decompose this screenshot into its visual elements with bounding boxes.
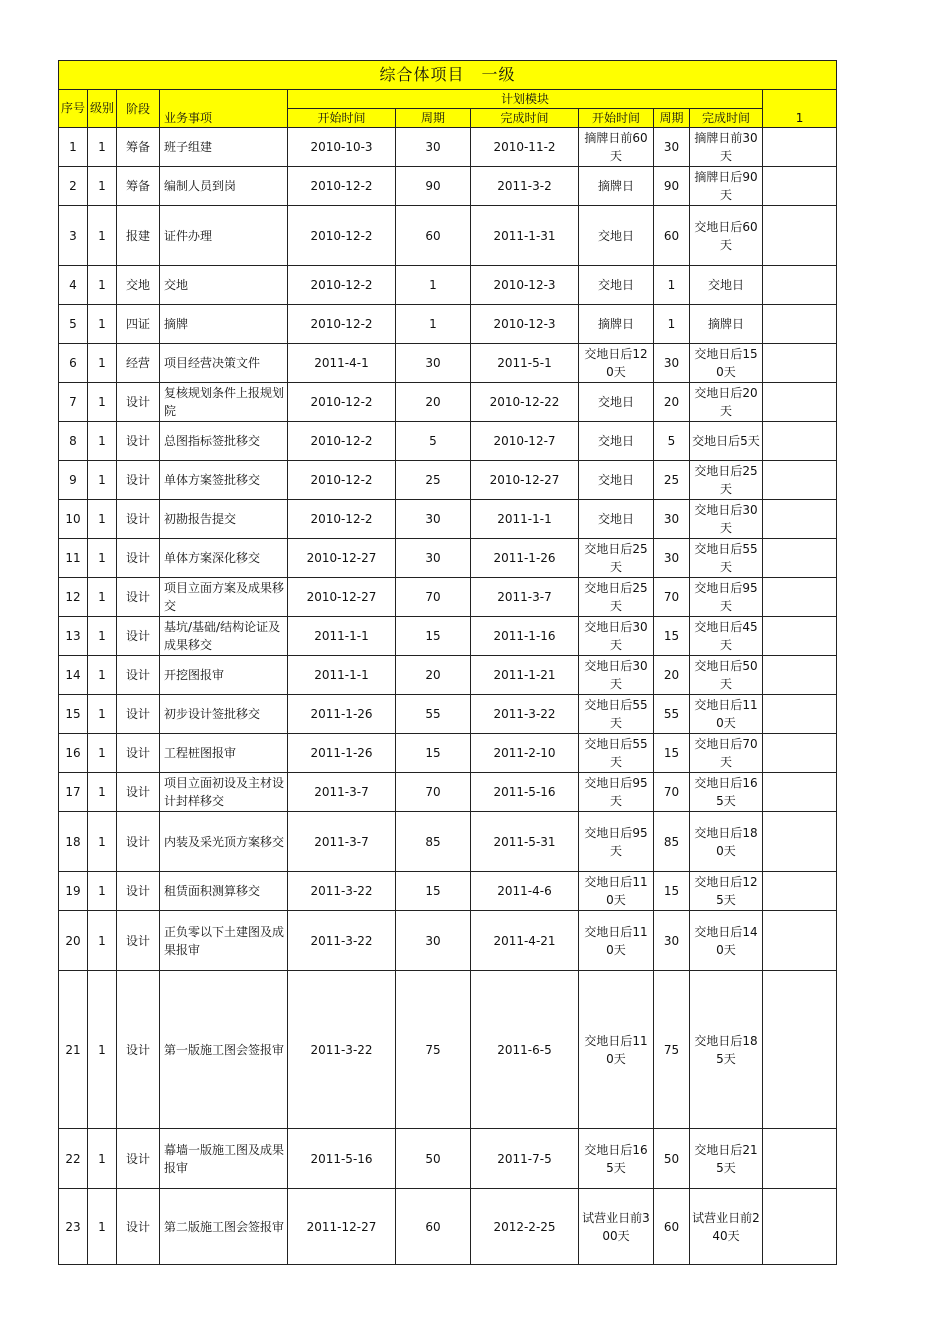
level-cell: 1 <box>88 266 117 305</box>
stage-cell: 筹备 <box>117 167 160 206</box>
finish-date-cell: 2012-2-25 <box>471 1189 579 1265</box>
header-seq: 序号 <box>59 90 88 128</box>
level-cell: 1 <box>88 539 117 578</box>
item-cell: 项目立面方案及成果移交 <box>160 578 288 617</box>
stage-cell: 设计 <box>117 812 160 872</box>
table-row <box>59 812 837 872</box>
finish-date-cell: 2011-3-22 <box>471 695 579 734</box>
period-cell: 30 <box>396 500 471 539</box>
stage-cell: 设计 <box>117 695 160 734</box>
stage-cell: 经营 <box>117 344 160 383</box>
relative-finish-cell: 交地日后185天 <box>690 971 763 1129</box>
seq-cell: 20 <box>59 911 88 971</box>
level-cell: 1 <box>88 812 117 872</box>
extra-cell <box>763 1189 837 1265</box>
relative-finish-cell: 交地日后95天 <box>690 578 763 617</box>
header-level: 级别 <box>88 90 117 128</box>
relative-period-cell: 1 <box>654 305 690 344</box>
stage-cell: 四证 <box>117 305 160 344</box>
relative-period-cell: 70 <box>654 773 690 812</box>
relative-finish-cell: 交地日后140天 <box>690 911 763 971</box>
relative-start-cell: 交地日后95天 <box>579 812 654 872</box>
table-row <box>59 500 837 539</box>
relative-start-cell: 交地日后25天 <box>579 539 654 578</box>
stage-cell: 设计 <box>117 656 160 695</box>
stage-cell: 设计 <box>117 911 160 971</box>
seq-cell: 13 <box>59 617 88 656</box>
table-row <box>59 422 837 461</box>
relative-start-cell: 试营业日前300天 <box>579 1189 654 1265</box>
item-cell: 租赁面积测算移交 <box>160 872 288 911</box>
level-cell: 1 <box>88 167 117 206</box>
finish-date-cell: 2010-12-3 <box>471 305 579 344</box>
seq-cell: 19 <box>59 872 88 911</box>
period-cell: 55 <box>396 695 471 734</box>
finish-date-cell: 2011-3-2 <box>471 167 579 206</box>
relative-period-cell: 50 <box>654 1129 690 1189</box>
level-cell: 1 <box>88 773 117 812</box>
relative-start-cell: 摘牌日 <box>579 167 654 206</box>
level-cell: 1 <box>88 971 117 1129</box>
relative-period-cell: 15 <box>654 617 690 656</box>
relative-start-cell: 交地日后110天 <box>579 872 654 911</box>
header-period: 周期 <box>396 109 471 128</box>
relative-finish-cell: 试营业日前240天 <box>690 1189 763 1265</box>
sheet-title-text: 综合体项目 一级 <box>379 65 516 84</box>
start-date-cell: 2011-1-1 <box>288 656 396 695</box>
table-row <box>59 1129 837 1189</box>
relative-finish-cell: 交地日后150天 <box>690 344 763 383</box>
start-date-cell: 2010-12-2 <box>288 167 396 206</box>
finish-date-cell: 2011-1-26 <box>471 539 579 578</box>
level-cell: 1 <box>88 206 117 266</box>
sheet-title <box>59 61 837 90</box>
start-date-cell: 2011-5-16 <box>288 1129 396 1189</box>
level-cell: 1 <box>88 1129 117 1189</box>
period-cell: 25 <box>396 461 471 500</box>
seq-cell: 5 <box>59 305 88 344</box>
finish-date-cell: 2011-5-31 <box>471 812 579 872</box>
period-cell: 60 <box>396 1189 471 1265</box>
finish-date-cell: 2011-4-6 <box>471 872 579 911</box>
relative-period-cell: 30 <box>654 128 690 167</box>
level-cell: 1 <box>88 305 117 344</box>
finish-date-cell: 2010-12-7 <box>471 422 579 461</box>
relative-period-cell: 15 <box>654 872 690 911</box>
relative-period-cell: 75 <box>654 971 690 1129</box>
period-cell: 70 <box>396 773 471 812</box>
extra-cell <box>763 344 837 383</box>
stage-cell: 设计 <box>117 500 160 539</box>
seq-cell: 17 <box>59 773 88 812</box>
relative-start-cell: 交地日 <box>579 500 654 539</box>
relative-start-cell: 交地日后95天 <box>579 773 654 812</box>
relative-period-cell: 30 <box>654 500 690 539</box>
seq-cell: 21 <box>59 971 88 1129</box>
item-cell: 初勘报告提交 <box>160 500 288 539</box>
relative-finish-cell: 交地日后50天 <box>690 656 763 695</box>
level-cell: 1 <box>88 656 117 695</box>
relative-finish-cell: 交地日后60天 <box>690 206 763 266</box>
level-cell: 1 <box>88 1189 117 1265</box>
period-cell: 1 <box>396 266 471 305</box>
relative-start-cell: 交地日 <box>579 383 654 422</box>
period-cell: 50 <box>396 1129 471 1189</box>
item-cell: 单体方案签批移交 <box>160 461 288 500</box>
period-cell: 15 <box>396 734 471 773</box>
header-plan-module: 计划模块 <box>288 90 763 109</box>
stage-cell: 设计 <box>117 971 160 1129</box>
table-row <box>59 461 837 500</box>
stage-cell: 设计 <box>117 578 160 617</box>
relative-period-cell: 70 <box>654 578 690 617</box>
relative-finish-cell: 交地日后165天 <box>690 773 763 812</box>
item-cell: 复核规划条件上报规划院 <box>160 383 288 422</box>
relative-finish-cell: 交地日后110天 <box>690 695 763 734</box>
item-cell: 第一版施工图会签报审 <box>160 971 288 1129</box>
stage-cell: 设计 <box>117 617 160 656</box>
relative-period-cell: 15 <box>654 734 690 773</box>
relative-start-cell: 交地日后55天 <box>579 695 654 734</box>
relative-start-cell: 交地日后30天 <box>579 656 654 695</box>
finish-date-cell: 2011-1-31 <box>471 206 579 266</box>
extra-cell <box>763 773 837 812</box>
relative-finish-cell: 摘牌日前30天 <box>690 128 763 167</box>
seq-cell: 4 <box>59 266 88 305</box>
seq-cell: 16 <box>59 734 88 773</box>
relative-period-cell: 30 <box>654 539 690 578</box>
stage-cell: 筹备 <box>117 128 160 167</box>
relative-start-cell: 交地日 <box>579 422 654 461</box>
seq-cell: 11 <box>59 539 88 578</box>
relative-start-cell: 交地日后120天 <box>579 344 654 383</box>
table-row <box>59 266 837 305</box>
relative-period-cell: 30 <box>654 911 690 971</box>
header-row-1 <box>59 90 837 109</box>
level-cell: 1 <box>88 422 117 461</box>
seq-cell: 15 <box>59 695 88 734</box>
finish-date-cell: 2011-5-1 <box>471 344 579 383</box>
relative-start-cell: 摘牌日 <box>579 305 654 344</box>
seq-cell: 8 <box>59 422 88 461</box>
finish-date-cell: 2010-12-27 <box>471 461 579 500</box>
relative-finish-cell: 交地日后45天 <box>690 617 763 656</box>
relative-finish-cell: 交地日后55天 <box>690 539 763 578</box>
start-date-cell: 2010-12-2 <box>288 383 396 422</box>
table-row <box>59 617 837 656</box>
extra-cell <box>763 578 837 617</box>
relative-start-cell: 交地日 <box>579 461 654 500</box>
extra-cell <box>763 734 837 773</box>
stage-cell: 设计 <box>117 734 160 773</box>
period-cell: 30 <box>396 128 471 167</box>
extra-cell <box>763 911 837 971</box>
item-cell: 编制人员到岗 <box>160 167 288 206</box>
table-row <box>59 383 837 422</box>
relative-start-cell: 交地日后110天 <box>579 971 654 1129</box>
item-cell: 正负零以下土建图及成果报审 <box>160 911 288 971</box>
extra-cell <box>763 971 837 1129</box>
item-cell: 幕墙一版施工图及成果报审 <box>160 1129 288 1189</box>
start-date-cell: 2010-12-27 <box>288 578 396 617</box>
relative-start-cell: 交地日后165天 <box>579 1129 654 1189</box>
table-row <box>59 578 837 617</box>
start-date-cell: 2011-3-22 <box>288 971 396 1129</box>
table-row <box>59 971 837 1129</box>
relative-finish-cell: 交地日后5天 <box>690 422 763 461</box>
header-stage: 阶段 <box>117 90 160 128</box>
item-cell: 证件办理 <box>160 206 288 266</box>
relative-finish-cell: 交地日后180天 <box>690 812 763 872</box>
extra-cell <box>763 695 837 734</box>
schedule-table <box>58 60 837 1265</box>
relative-finish-cell: 交地日后215天 <box>690 1129 763 1189</box>
finish-date-cell: 2011-2-10 <box>471 734 579 773</box>
item-cell: 交地 <box>160 266 288 305</box>
header-start-time: 开始时间 <box>288 109 396 128</box>
relative-period-cell: 25 <box>654 461 690 500</box>
level-cell: 1 <box>88 383 117 422</box>
seq-cell: 14 <box>59 656 88 695</box>
stage-cell: 设计 <box>117 422 160 461</box>
period-cell: 30 <box>396 911 471 971</box>
stage-cell: 设计 <box>117 461 160 500</box>
seq-cell: 12 <box>59 578 88 617</box>
level-cell: 1 <box>88 617 117 656</box>
item-cell: 内装及采光顶方案移交 <box>160 812 288 872</box>
item-cell: 项目立面初设及主材设计封样移交 <box>160 773 288 812</box>
seq-cell: 9 <box>59 461 88 500</box>
header-row-2 <box>59 109 837 128</box>
table-row <box>59 1189 837 1265</box>
seq-cell: 1 <box>59 128 88 167</box>
item-cell: 单体方案深化移交 <box>160 539 288 578</box>
table-row <box>59 539 837 578</box>
period-cell: 85 <box>396 812 471 872</box>
extra-cell <box>763 812 837 872</box>
relative-period-cell: 1 <box>654 266 690 305</box>
level-cell: 1 <box>88 461 117 500</box>
finish-date-cell: 2011-1-1 <box>471 500 579 539</box>
table-row <box>59 128 837 167</box>
item-cell: 工程桩图报审 <box>160 734 288 773</box>
item-cell: 基坑/基础/结构论证及成果移交 <box>160 617 288 656</box>
period-cell: 1 <box>396 305 471 344</box>
period-cell: 20 <box>396 656 471 695</box>
finish-date-cell: 2011-4-21 <box>471 911 579 971</box>
item-cell: 初步设计签批移交 <box>160 695 288 734</box>
finish-date-cell: 2010-12-3 <box>471 266 579 305</box>
start-date-cell: 2010-10-3 <box>288 128 396 167</box>
period-cell: 20 <box>396 383 471 422</box>
start-date-cell: 2010-12-2 <box>288 305 396 344</box>
finish-date-cell: 2011-1-21 <box>471 656 579 695</box>
level-cell: 1 <box>88 128 117 167</box>
relative-period-cell: 90 <box>654 167 690 206</box>
relative-start-cell: 交地日 <box>579 266 654 305</box>
stage-cell: 设计 <box>117 872 160 911</box>
title-row <box>59 61 837 90</box>
item-cell: 摘牌 <box>160 305 288 344</box>
period-cell: 70 <box>396 578 471 617</box>
finish-date-cell: 2010-12-22 <box>471 383 579 422</box>
extra-cell <box>763 617 837 656</box>
extra-cell <box>763 266 837 305</box>
finish-date-cell: 2011-6-5 <box>471 971 579 1129</box>
seq-cell: 3 <box>59 206 88 266</box>
relative-finish-cell: 交地日后25天 <box>690 461 763 500</box>
start-date-cell: 2011-4-1 <box>288 344 396 383</box>
start-date-cell: 2011-3-7 <box>288 812 396 872</box>
relative-period-cell: 60 <box>654 206 690 266</box>
level-cell: 1 <box>88 578 117 617</box>
extra-cell <box>763 656 837 695</box>
header-rel-period: 周期 <box>654 109 690 128</box>
period-cell: 15 <box>396 872 471 911</box>
header-rel-start: 开始时间 <box>579 109 654 128</box>
relative-finish-cell: 摘牌日后90天 <box>690 167 763 206</box>
header-extra-top <box>763 90 837 109</box>
start-date-cell: 2010-12-27 <box>288 539 396 578</box>
relative-period-cell: 30 <box>654 344 690 383</box>
table-row <box>59 206 837 266</box>
seq-cell: 2 <box>59 167 88 206</box>
item-cell: 第二版施工图会签报审 <box>160 1189 288 1265</box>
extra-cell <box>763 128 837 167</box>
period-cell: 15 <box>396 617 471 656</box>
extra-cell <box>763 1129 837 1189</box>
extra-cell <box>763 422 837 461</box>
seq-cell: 18 <box>59 812 88 872</box>
start-date-cell: 2011-3-22 <box>288 911 396 971</box>
seq-cell: 10 <box>59 500 88 539</box>
item-cell: 开挖图报审 <box>160 656 288 695</box>
relative-period-cell: 60 <box>654 1189 690 1265</box>
table-row <box>59 344 837 383</box>
item-cell: 项目经营决策文件 <box>160 344 288 383</box>
stage-cell: 设计 <box>117 539 160 578</box>
table-row <box>59 734 837 773</box>
period-cell: 90 <box>396 167 471 206</box>
finish-date-cell: 2011-7-5 <box>471 1129 579 1189</box>
header-item-top <box>160 90 288 109</box>
relative-finish-cell: 交地日后30天 <box>690 500 763 539</box>
finish-date-cell: 2011-3-7 <box>471 578 579 617</box>
relative-period-cell: 20 <box>654 656 690 695</box>
extra-cell <box>763 500 837 539</box>
extra-cell <box>763 383 837 422</box>
period-cell: 60 <box>396 206 471 266</box>
header-extra: 1 <box>763 109 837 128</box>
relative-finish-cell: 交地日 <box>690 266 763 305</box>
relative-period-cell: 20 <box>654 383 690 422</box>
table-row <box>59 656 837 695</box>
stage-cell: 报建 <box>117 206 160 266</box>
seq-cell: 22 <box>59 1129 88 1189</box>
table-row <box>59 911 837 971</box>
start-date-cell: 2011-1-26 <box>288 734 396 773</box>
stage-cell: 设计 <box>117 1189 160 1265</box>
stage-cell: 设计 <box>117 773 160 812</box>
extra-cell <box>763 539 837 578</box>
start-date-cell: 2011-1-1 <box>288 617 396 656</box>
period-cell: 5 <box>396 422 471 461</box>
extra-cell <box>763 167 837 206</box>
table-row <box>59 872 837 911</box>
start-date-cell: 2011-3-22 <box>288 872 396 911</box>
level-cell: 1 <box>88 911 117 971</box>
relative-start-cell: 交地日后55天 <box>579 734 654 773</box>
seq-cell: 6 <box>59 344 88 383</box>
relative-start-cell: 交地日后25天 <box>579 578 654 617</box>
item-cell: 总图指标签批移交 <box>160 422 288 461</box>
relative-start-cell: 摘牌日前60天 <box>579 128 654 167</box>
start-date-cell: 2010-12-2 <box>288 500 396 539</box>
finish-date-cell: 2010-11-2 <box>471 128 579 167</box>
table-row <box>59 695 837 734</box>
level-cell: 1 <box>88 344 117 383</box>
header-finish-time: 完成时间 <box>471 109 579 128</box>
table-row <box>59 167 837 206</box>
extra-cell <box>763 872 837 911</box>
extra-cell <box>763 305 837 344</box>
relative-period-cell: 85 <box>654 812 690 872</box>
start-date-cell: 2010-12-2 <box>288 461 396 500</box>
level-cell: 1 <box>88 500 117 539</box>
relative-start-cell: 交地日 <box>579 206 654 266</box>
item-cell: 班子组建 <box>160 128 288 167</box>
start-date-cell: 2011-1-26 <box>288 695 396 734</box>
header-item: 业务事项 <box>160 109 288 128</box>
extra-cell <box>763 206 837 266</box>
start-date-cell: 2011-3-7 <box>288 773 396 812</box>
seq-cell: 23 <box>59 1189 88 1265</box>
relative-finish-cell: 摘牌日 <box>690 305 763 344</box>
start-date-cell: 2011-12-27 <box>288 1189 396 1265</box>
relative-period-cell: 5 <box>654 422 690 461</box>
period-cell: 30 <box>396 539 471 578</box>
stage-cell: 设计 <box>117 383 160 422</box>
extra-cell <box>763 461 837 500</box>
start-date-cell: 2010-12-2 <box>288 422 396 461</box>
period-cell: 75 <box>396 971 471 1129</box>
relative-finish-cell: 交地日后125天 <box>690 872 763 911</box>
stage-cell: 交地 <box>117 266 160 305</box>
relative-start-cell: 交地日后30天 <box>579 617 654 656</box>
finish-date-cell: 2011-1-16 <box>471 617 579 656</box>
relative-period-cell: 55 <box>654 695 690 734</box>
level-cell: 1 <box>88 872 117 911</box>
relative-start-cell: 交地日后110天 <box>579 911 654 971</box>
table-row <box>59 305 837 344</box>
table-row <box>59 773 837 812</box>
relative-finish-cell: 交地日后20天 <box>690 383 763 422</box>
header-rel-finish: 完成时间 <box>690 109 763 128</box>
seq-cell: 7 <box>59 383 88 422</box>
level-cell: 1 <box>88 734 117 773</box>
level-cell: 1 <box>88 695 117 734</box>
relative-finish-cell: 交地日后70天 <box>690 734 763 773</box>
period-cell: 30 <box>396 344 471 383</box>
stage-cell: 设计 <box>117 1129 160 1189</box>
finish-date-cell: 2011-5-16 <box>471 773 579 812</box>
start-date-cell: 2010-12-2 <box>288 266 396 305</box>
start-date-cell: 2010-12-2 <box>288 206 396 266</box>
